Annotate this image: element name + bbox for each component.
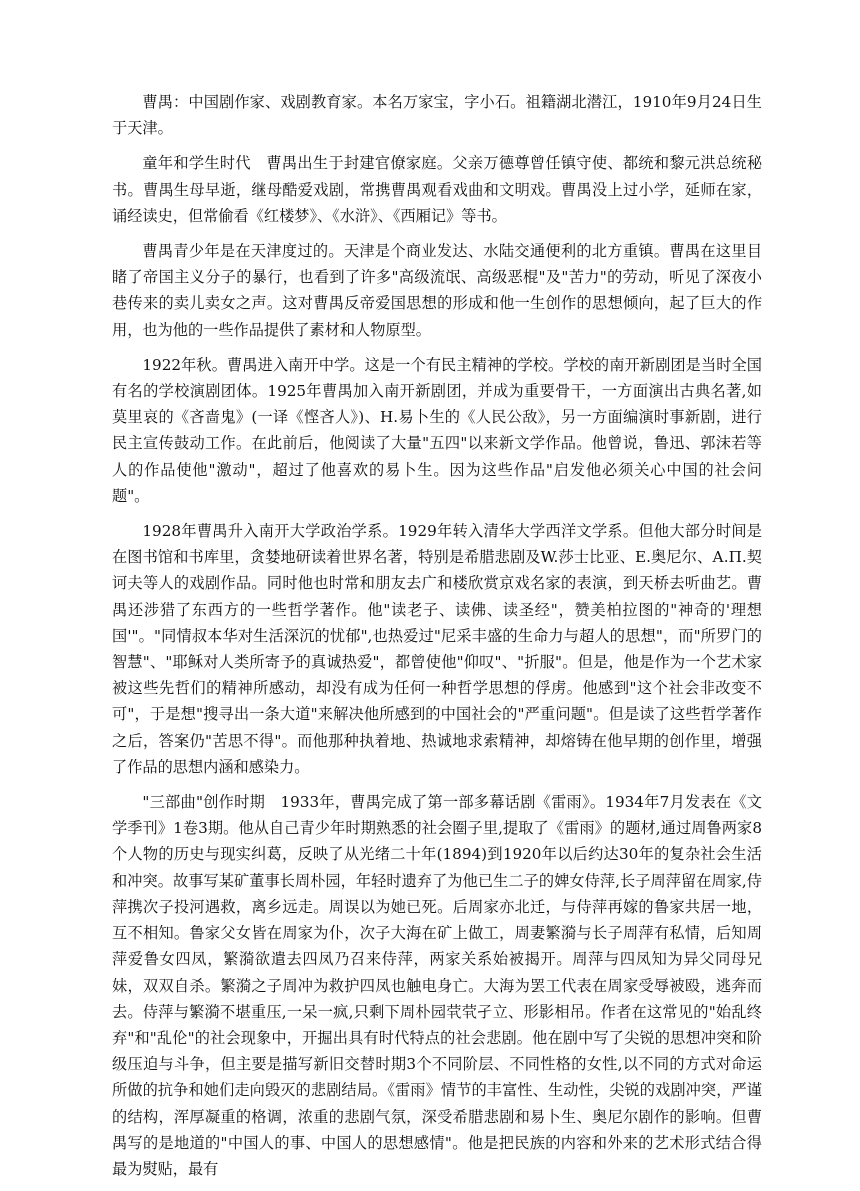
paragraph-intro: 曹禺：中国剧作家、戏剧教育家。本名万家宝，字小石。祖籍湖北潜江，1910年9月24日生于天津。 (112, 93, 762, 138)
paragraph-trilogy-period: "三部曲"创作时期 1933年，曹禺完成了第一部多幕话剧《雷雨》。1934年7月发表在《文学季刊》1卷3期。他从自己青少年时期熟悉的社会圈子里,提取了《雷雨》的题材,通过周鲁两家8个人物的历史与现实纠葛，反映了从光绪二十年(1894)到1920年以后约达30年的复杂社会生活和冲突。故事写某矿董事长周朴园，年轻时遗弃了为他已生二子的婢女侍萍,长子周萍留在周家,侍萍携次子投河遇救，离乡远走。周误以为她已死。后周家亦北迁，与侍萍再嫁的鲁家共居一地，互不相知。鲁家父女皆在周家为仆，次子大海在矿上做工，周妻繁漪与长子周萍有私情，后知周萍爱鲁女四凤，繁漪欲遣去四凤乃召来侍萍，两家关系始被揭开。周萍与四凤知为异父同母兄妹，双双自杀。繁漪之子周冲为救护四凤也触电身亡。大海为罢工代表在周家受辱被殴，逃奔而去。侍萍与繁漪不堪重压,一呆一疯,只剩下周朴园茕茕孑立、形影相吊。作者在这常见的"始乱终弃"和"乱伦"的社会现象中，开掘出具有时代特点的社会悲剧。他在剧中写了尖锐的思想冲突和阶级压迫与斗争，但主要是描写新旧交替时期3个不同阶层、不同性格的女性,以不同的方式对命运所做的抗争和她们走向毁灭的悲剧结局。《雷雨》情节的丰富性、生动性，尖锐的戏剧冲突，严谨的结构，浑厚凝重的格调，浓重的悲剧气氛，深受希腊悲剧和易卜生、奥尼尔剧作的影响。但曹禺写的是地道的"中国人的事、中国人的思想感情"。他是把民族的内容和外来的艺术形式结合得最为熨贴，最有 (112, 793, 762, 1178)
document-body (112, 89, 762, 1191)
paragraph-tianjin: 曹禺青少年是在天津度过的。天津是个商业发达、水陆交通便利的北方重镇。曹禺在这里目睹了帝国主义分子的暴行，也看到了许多"高级流氓、高级恶棍"及"苦力"的劳动，听见了深夜小巷传来的卖儿卖女之声。这对曹禺反帝爱国思想的形成和他一生创作的思想倾向，起了巨大的作用，也为他的一些作品提供了素材和人物原型。 (112, 242, 762, 339)
paragraph-childhood: 童年和学生时代 曹禺出生于封建官僚家庭。父亲万德尊曾任镇守使、都统和黎元洪总统秘书。曹禺生母早逝，继母酷爱戏剧，常携曹禺观看戏曲和文明戏。曹禺没上过小学，延师在家，诵经读史，但常偷看《红楼梦》、《水浒》、《西厢记》等书。 (112, 154, 762, 225)
paragraph-nankai-middle-school: 1922年秋。曹禺进入南开中学。这是一个有民主精神的学校。学校的南开新剧团是当时全国有名的学校演剧团体。1925年曹禺加入南开新剧团，并成为重要骨干，一方面演出古典名著,如莫里哀的《吝啬鬼》(一译《悭吝人》)、H.易卜生的《人民公敌》，另一方面编演时事新剧，进行民主宣传鼓动工作。在此前后，他阅读了大量"五四"以来新文学作品。他曾说，鲁迅、郭沫若等人的作品使他"激动"，超过了他喜欢的易卜生。因为这些作品"启发他必须关心中国的社会问题"。 (112, 355, 762, 505)
paragraph-university: 1928年曹禺升入南开大学政治学系。1929年转入清华大学西洋文学系。但他大部分时间是在图书馆和书库里，贪婪地研读着世界名著，特别是希腊悲剧及W.莎士比亚、E.奥尼尔、А.П.契诃夫等人的戏剧作品。同时他也时常和朋友去广和楼欣赏京戏名家的表演，到天桥去听曲艺。曹禺还涉猎了东西方的一些哲学著作。他"读老子、读佛、读圣经"，赞美柏拉图的"神奇的'理想国'"。"同情叔本华对生活深沉的忧郁",也热爱过"尼采丰盛的生命力与超人的思想"，而"所罗门的智慧"、"耶稣对人类所寄予的真诚热爱"，都曾使他"仰叹"、"折服"。但是，他是作为一个艺术家被这些先哲们的精神所感动，却没有成为任何一种哲学思想的俘虏。他感到"这个社会非改变不可"，于是想"搜寻出一条大道"来解决他所感到的中国社会的"严重问题"。但是读了这些哲学著作之后，答案仍"苦思不得"。而他那种执着地、热诚地求索精神，却熔铸在他早期的创作里，增强了作品的思想内涵和感染力。 (112, 522, 762, 776)
